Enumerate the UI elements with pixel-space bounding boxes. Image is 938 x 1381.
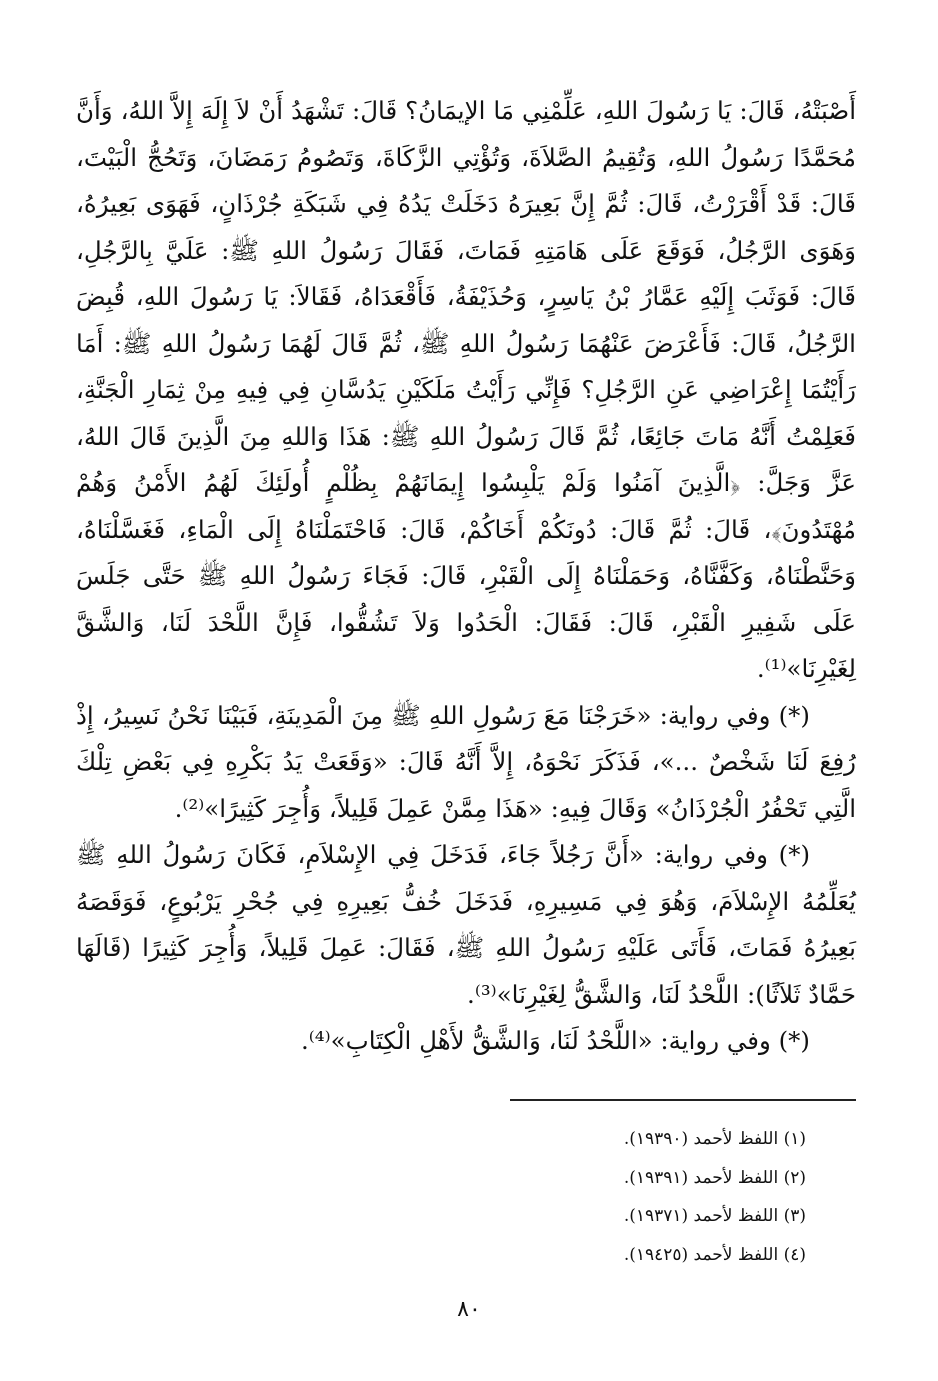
main-text: [76, 88, 856, 1065]
page-number: ٨٠: [457, 1297, 481, 1322]
footnote-separator: [510, 1099, 856, 1101]
footnotes: [430, 1120, 806, 1274]
footnote: (١) اللفظ لأحمد (١٩٣٩٠).: [623, 1129, 806, 1149]
footnote: (٤) اللفظ لأحمد (١٩٤٢٥).: [623, 1244, 806, 1265]
narration-paragraph: (*) وفي رواية: «أَنَّ رَجُلاً جَاءَ، فَدَخَلَ فِي الإِسْلاَمِ، فَكَانَ رَسُولُ اللهِ ﷺ يُعَلِّمُهُ الإِسْلاَمَ، وَهُوَ فِي مَسِيرِهِ، فَدَخَلَ خُفُّ بَعِيرِهِ فِي جُحْرِ يَرْبُوعٍ، فَوَقَصَهُ بَعِيرُهُ فَمَاتَ، فَأَتَى عَلَيْهِ رَسُولُ اللهِ ﷺ، فَقَالَ: عَمِلَ قَلِيلاً، وَأُجِرَ كَثِيرًا (قَالَهَا حَمَّادٌ ثَلاَثًا): اللَّحْدُ لَنَا، وَالشَّقُّ لِغَيْرِنَا»⁽³⁾.: [76, 840, 856, 1009]
narration-paragraph: (*) وفي رواية: «اللَّحْدُ لَنَا، وَالشَّقُّ لأَهْلِ الْكِتَابِ»⁽⁴⁾.: [300, 1026, 810, 1055]
footnote: (٢) اللفظ لأحمد (١٩٣٩١).: [623, 1167, 806, 1188]
footnote: (٣) اللفظ لأحمد (١٩٣٧١).: [623, 1206, 806, 1226]
narration-paragraph: (*) وفي رواية: «خَرَجْنَا مَعَ رَسُولِ اللهِ ﷺ مِنَ الْمَدِينَةِ، فَبَيْنَا نَحْنُ نَسِيرُ، إِذْ رُفِعَ لَنَا شَخْصٌ ...»، فَذَكَرَ نَحْوَهُ، إِلاَّ أَنَّهُ قَالَ: «وَقَعَتْ يَدُ بَكْرِهِ فِي بَعْضِ تِلْكَ الَّتِي تَحْفُرُ الْجُرْذَانُ» وَقَالَ فِيهِ: «هَذَا مِمَّنْ عَمِلَ قَلِيلاً، وَأُجِرَ كَثِيرًا»⁽²⁾.: [76, 700, 856, 823]
hadith-paragraph: أَصْبَتْهُ، قَالَ: يَا رَسُولَ اللهِ، عَلِّمْنِي مَا الإيمَانُ؟ قَالَ: تَشْهَدُ أَنْ لاَ إِلَهَ إِلاَّ اللهُ، وَأَنَّ مُحَمَّدًا رَسُولُ اللهِ، وَتُقِيمُ الصَّلاَةَ، وَتُؤْتِي الزَّكَاةَ، وَتَصُومُ رَمَضَانَ، وَتَحُجُّ الْبَيْتَ، قَالَ: قَدْ أَقْرَرْتُ، قَالَ: ثُمَّ إِنَّ بَعِيرَهُ دَخَلَتْ يَدُهُ فِي شَبَكَةِ جُرْذَانٍ، فَهَوَى بَعِيرُهُ، وَهَوَى الرَّجُلُ، فَوَقَعَ عَلَى هَامَتِهِ فَمَاتَ، فَقَالَ رَسُولُ اللهِ ﷺ: عَلَيَّ بِالرَّجُلِ، قَالَ: فَوَثَبَ إِلَيْهِ عَمَّارُ بْنُ يَاسِرٍ، وَحُذَيْفَةُ، فَأَقْعَدَاهُ، فَقَالاَ: يَا رَسُولَ اللهِ، قُبِضَ الرَّجُلُ، قَالَ: فَأَعْرَضَ عَنْهُمَا رَسُولُ اللهِ ﷺ، ثُمَّ قَالَ لَهُمَا رَسُولُ اللهِ ﷺ: أَمَا رَأَيْتُمَا إِعْرَاضِي عَنِ الرَّجُلِ؟ فَإِنِّي رَأَيْتُ مَلَكَيْنِ يَدُسَّانِ فِي فِيهِ مِنْ ثِمَارِ الْجَنَّةِ، فَعَلِمْتُ أَنَّهُ مَاتَ جَائِعًا، ثُمَّ قَالَ رَسُولُ اللهِ ﷺ: هَذَا وَاللهِ مِنَ الَّذِينَ قَالَ اللهُ، عَزَّ وَجَلَّ: ﴿الَّذِينَ آمَنُوا وَلَمْ يَلْبِسُوا إِيمَانَهُمْ بِظُلْمٍ أُولَئِكَ لَهُمُ الأَمْنُ وَهُمْ مُهْتَدُونَ﴾، قَالَ: ثُمَّ قَالَ: دُونَكُمْ أَخَاكُمْ، قَالَ: فَاحْتَمَلْنَاهُ إِلَى الْمَاءِ، فَغَسَّلْنَاهُ، وَحَنَّطْنَاهُ، وَكَفَّنَّاهُ، وَحَمَلْنَاهُ إِلَى الْقَبْرِ، قَالَ: فَجَاءَ رَسُولُ اللهِ ﷺ حَتَّى جَلَسَ عَلَى شَفِيرِ الْقَبْرِ، قَالَ: فَقَالَ: الْحَدُوا وَلاَ تَشُقُّوا، فَإِنَّ اللَّحْدَ لَنَا، وَالشَّقَّ لِغَيْرِنَا»⁽¹⁾.: [76, 96, 856, 683]
